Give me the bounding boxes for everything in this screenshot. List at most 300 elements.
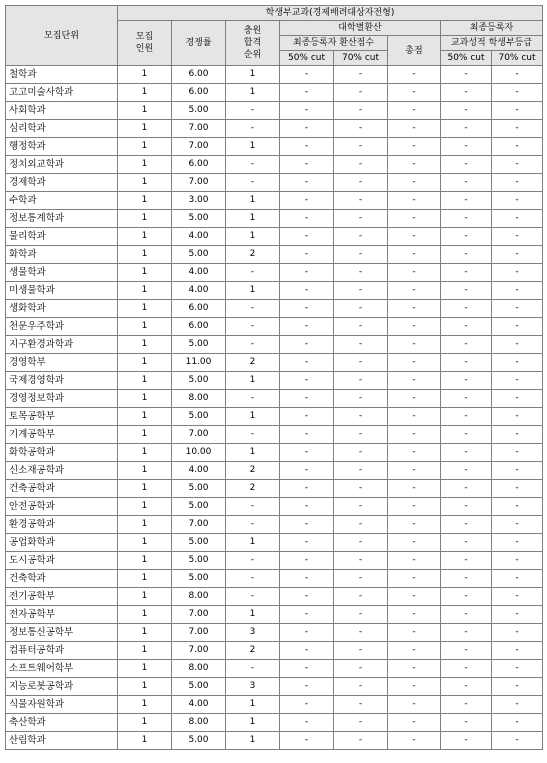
table-row <box>6 480 543 498</box>
cell-grade-cut50: - <box>441 678 492 696</box>
header-cut50-grade: 50% cut <box>441 51 492 66</box>
cell-department: 심리학과 <box>6 120 118 138</box>
cell-rank: 1 <box>226 534 280 552</box>
table-row <box>6 228 543 246</box>
cell-total: - <box>388 606 441 624</box>
cell-total: - <box>388 570 441 588</box>
cell-capacity: 1 <box>118 120 172 138</box>
cell-grade-cut50: - <box>441 624 492 642</box>
cell-grade-cut50: - <box>441 480 492 498</box>
cell-conv-cut70: - <box>334 660 388 678</box>
cell-conv-cut70: - <box>334 714 388 732</box>
cell-conv-cut70: - <box>334 696 388 714</box>
cell-grade-cut70: - <box>492 426 543 444</box>
cell-rank: 1 <box>226 210 280 228</box>
cell-total: - <box>388 498 441 516</box>
cell-competition: 7.00 <box>172 606 226 624</box>
cell-conv-cut70: - <box>334 174 388 192</box>
cell-grade-cut50: - <box>441 588 492 606</box>
cell-grade-cut50: - <box>441 516 492 534</box>
cell-conv-cut70: - <box>334 516 388 534</box>
cell-total: - <box>388 264 441 282</box>
cell-capacity: 1 <box>118 696 172 714</box>
cell-conv-cut70: - <box>334 570 388 588</box>
cell-total: - <box>388 696 441 714</box>
cell-grade-cut70: - <box>492 534 543 552</box>
cell-competition: 6.00 <box>172 318 226 336</box>
cell-total: - <box>388 66 441 84</box>
cell-competition: 4.00 <box>172 228 226 246</box>
cell-total: - <box>388 588 441 606</box>
table-row <box>6 534 543 552</box>
table-row <box>6 336 543 354</box>
cell-conv-cut50: - <box>280 228 334 246</box>
cell-conv-cut50: - <box>280 120 334 138</box>
cell-conv-cut70: - <box>334 498 388 516</box>
cell-department: 정치외교학과 <box>6 156 118 174</box>
cell-department: 신소재공학과 <box>6 462 118 480</box>
cell-grade-cut70: - <box>492 138 543 156</box>
cell-grade-cut50: - <box>441 642 492 660</box>
cell-total: - <box>388 228 441 246</box>
cell-grade-cut50: - <box>441 318 492 336</box>
cell-rank: 2 <box>226 642 280 660</box>
cell-rank: 1 <box>226 228 280 246</box>
cell-conv-cut70: - <box>334 462 388 480</box>
cell-conv-cut50: - <box>280 138 334 156</box>
table-row <box>6 642 543 660</box>
cell-grade-cut50: - <box>441 264 492 282</box>
table-row <box>6 462 543 480</box>
cell-conv-cut70: - <box>334 264 388 282</box>
table-row <box>6 282 543 300</box>
cell-competition: 5.00 <box>172 246 226 264</box>
cell-total: - <box>388 426 441 444</box>
cell-conv-cut70: - <box>334 318 388 336</box>
cell-conv-cut50: - <box>280 264 334 282</box>
cell-grade-cut70: - <box>492 678 543 696</box>
cell-capacity: 1 <box>118 498 172 516</box>
cell-rank: - <box>226 174 280 192</box>
cell-grade-cut50: - <box>441 552 492 570</box>
cell-grade-cut70: - <box>492 354 543 372</box>
cell-department: 지구환경과학과 <box>6 336 118 354</box>
cell-total: - <box>388 372 441 390</box>
cell-department: 전자공학부 <box>6 606 118 624</box>
cell-grade-cut70: - <box>492 300 543 318</box>
cell-competition: 5.00 <box>172 534 226 552</box>
cell-rank: 1 <box>226 372 280 390</box>
cell-conv-cut70: - <box>334 480 388 498</box>
table-row <box>6 120 543 138</box>
cell-department: 물리학과 <box>6 228 118 246</box>
cell-rank: - <box>226 336 280 354</box>
cell-grade-cut50: - <box>441 408 492 426</box>
cell-grade-cut70: - <box>492 246 543 264</box>
cell-grade-cut50: - <box>441 534 492 552</box>
cell-conv-cut70: - <box>334 624 388 642</box>
cell-rank: 2 <box>226 246 280 264</box>
header-rank: 충원 합격 순위 <box>226 21 280 66</box>
cell-conv-cut70: - <box>334 120 388 138</box>
cell-grade-cut70: - <box>492 444 543 462</box>
cell-rank: - <box>226 318 280 336</box>
cell-capacity: 1 <box>118 660 172 678</box>
cell-competition: 8.00 <box>172 660 226 678</box>
cell-department: 지능로봇공학과 <box>6 678 118 696</box>
cell-capacity: 1 <box>118 318 172 336</box>
cell-grade-cut70: - <box>492 102 543 120</box>
cell-grade-cut70: - <box>492 408 543 426</box>
cell-total: - <box>388 516 441 534</box>
cell-department: 도시공학과 <box>6 552 118 570</box>
cell-competition: 5.00 <box>172 732 226 750</box>
cell-competition: 8.00 <box>172 588 226 606</box>
cell-department: 미생물학과 <box>6 282 118 300</box>
cell-rank: - <box>226 426 280 444</box>
cell-conv-cut50: - <box>280 408 334 426</box>
cell-competition: 8.00 <box>172 714 226 732</box>
cell-competition: 7.00 <box>172 138 226 156</box>
cell-grade-cut70: - <box>492 228 543 246</box>
cell-total: - <box>388 192 441 210</box>
cell-conv-cut70: - <box>334 534 388 552</box>
cell-grade-cut50: - <box>441 66 492 84</box>
cell-rank: 2 <box>226 462 280 480</box>
admission-results-table <box>5 5 543 750</box>
cell-department: 건축공학과 <box>6 480 118 498</box>
cell-conv-cut70: - <box>334 444 388 462</box>
table-row <box>6 102 543 120</box>
cell-total: - <box>388 714 441 732</box>
cell-grade-cut70: - <box>492 390 543 408</box>
cell-conv-cut50: - <box>280 660 334 678</box>
cell-grade-cut70: - <box>492 192 543 210</box>
header-cut70-conv: 70% cut <box>334 51 388 66</box>
cell-department: 안전공학과 <box>6 498 118 516</box>
cell-rank: 1 <box>226 696 280 714</box>
table-row <box>6 426 543 444</box>
header-final-registrant: 최종등록자 <box>441 21 543 36</box>
cell-capacity: 1 <box>118 444 172 462</box>
cell-rank: 2 <box>226 354 280 372</box>
cell-capacity: 1 <box>118 354 172 372</box>
cell-total: - <box>388 318 441 336</box>
cell-grade-cut70: - <box>492 372 543 390</box>
cell-grade-cut70: - <box>492 516 543 534</box>
cell-total: - <box>388 660 441 678</box>
cell-capacity: 1 <box>118 300 172 318</box>
cell-competition: 5.00 <box>172 480 226 498</box>
cell-grade-cut70: - <box>492 66 543 84</box>
cell-rank: - <box>226 102 280 120</box>
table-row <box>6 606 543 624</box>
cell-conv-cut50: - <box>280 732 334 750</box>
cell-grade-cut50: - <box>441 84 492 102</box>
cell-conv-cut50: - <box>280 246 334 264</box>
cell-rank: - <box>226 390 280 408</box>
cell-conv-cut70: - <box>334 732 388 750</box>
cell-department: 경제학과 <box>6 174 118 192</box>
cell-rank: - <box>226 570 280 588</box>
cell-competition: 5.00 <box>172 210 226 228</box>
header-grade-title: 교과성적 학생부등급 <box>441 36 543 51</box>
cell-department: 화학공학과 <box>6 444 118 462</box>
cell-capacity: 1 <box>118 228 172 246</box>
cell-conv-cut50: - <box>280 714 334 732</box>
cell-rank: - <box>226 552 280 570</box>
cell-conv-cut70: - <box>334 606 388 624</box>
cell-conv-cut70: - <box>334 228 388 246</box>
cell-grade-cut70: - <box>492 84 543 102</box>
cell-department: 산림학과 <box>6 732 118 750</box>
cell-conv-cut70: - <box>334 210 388 228</box>
cell-competition: 5.00 <box>172 372 226 390</box>
cell-total: - <box>388 354 441 372</box>
cell-rank: - <box>226 264 280 282</box>
cell-capacity: 1 <box>118 732 172 750</box>
cell-rank: 1 <box>226 714 280 732</box>
cell-competition: 7.00 <box>172 624 226 642</box>
cell-conv-cut50: - <box>280 192 334 210</box>
cell-conv-cut50: - <box>280 102 334 120</box>
cell-total: - <box>388 246 441 264</box>
cell-grade-cut70: - <box>492 696 543 714</box>
cell-department: 생물학과 <box>6 264 118 282</box>
cell-conv-cut50: - <box>280 534 334 552</box>
table-row <box>6 660 543 678</box>
cell-total: - <box>388 480 441 498</box>
cell-department: 천문우주학과 <box>6 318 118 336</box>
cell-conv-cut50: - <box>280 642 334 660</box>
cell-grade-cut50: - <box>441 372 492 390</box>
cell-capacity: 1 <box>118 102 172 120</box>
cell-conv-cut70: - <box>334 138 388 156</box>
cell-competition: 6.00 <box>172 66 226 84</box>
cell-total: - <box>388 732 441 750</box>
table-row <box>6 732 543 750</box>
cell-capacity: 1 <box>118 570 172 588</box>
table-header <box>6 6 543 66</box>
cell-grade-cut70: - <box>492 156 543 174</box>
cell-competition: 4.00 <box>172 282 226 300</box>
cell-competition: 5.00 <box>172 336 226 354</box>
cell-capacity: 1 <box>118 66 172 84</box>
cell-rank: 1 <box>226 84 280 102</box>
cell-capacity: 1 <box>118 264 172 282</box>
cell-grade-cut50: - <box>441 120 492 138</box>
table-row <box>6 678 543 696</box>
cell-total: - <box>388 174 441 192</box>
cell-grade-cut70: - <box>492 606 543 624</box>
cell-grade-cut50: - <box>441 210 492 228</box>
cell-capacity: 1 <box>118 138 172 156</box>
cell-conv-cut50: - <box>280 552 334 570</box>
cell-grade-cut50: - <box>441 570 492 588</box>
cell-conv-cut50: - <box>280 426 334 444</box>
cell-grade-cut50: - <box>441 660 492 678</box>
cell-department: 사회학과 <box>6 102 118 120</box>
cell-department: 정보통신공학부 <box>6 624 118 642</box>
cell-grade-cut70: - <box>492 552 543 570</box>
cell-rank: 1 <box>226 282 280 300</box>
cell-rank: 1 <box>226 138 280 156</box>
cell-grade-cut70: - <box>492 264 543 282</box>
cell-conv-cut70: - <box>334 372 388 390</box>
cell-department: 경영정보학과 <box>6 390 118 408</box>
cell-total: - <box>388 534 441 552</box>
cell-grade-cut50: - <box>441 336 492 354</box>
cell-rank: 1 <box>226 408 280 426</box>
header-competition: 경쟁률 <box>172 21 226 66</box>
table-row <box>6 84 543 102</box>
cell-total: - <box>388 102 441 120</box>
cell-rank: 2 <box>226 480 280 498</box>
cell-capacity: 1 <box>118 174 172 192</box>
cell-department: 수학과 <box>6 192 118 210</box>
cell-conv-cut50: - <box>280 588 334 606</box>
cell-capacity: 1 <box>118 372 172 390</box>
table-row <box>6 210 543 228</box>
cell-rank: 1 <box>226 66 280 84</box>
cell-conv-cut50: - <box>280 462 334 480</box>
table-row <box>6 372 543 390</box>
cell-conv-cut70: - <box>334 156 388 174</box>
cell-rank: - <box>226 516 280 534</box>
cell-conv-cut70: - <box>334 336 388 354</box>
cell-department: 철학과 <box>6 66 118 84</box>
cell-conv-cut50: - <box>280 606 334 624</box>
cell-capacity: 1 <box>118 624 172 642</box>
cell-conv-cut50: - <box>280 516 334 534</box>
cell-grade-cut50: - <box>441 390 492 408</box>
cell-grade-cut70: - <box>492 480 543 498</box>
cell-department: 소프트웨어학부 <box>6 660 118 678</box>
cell-grade-cut50: - <box>441 426 492 444</box>
cell-conv-cut50: - <box>280 354 334 372</box>
cell-grade-cut70: - <box>492 462 543 480</box>
cell-capacity: 1 <box>118 534 172 552</box>
cell-department: 토목공학부 <box>6 408 118 426</box>
cell-grade-cut70: - <box>492 318 543 336</box>
cell-total: - <box>388 120 441 138</box>
cell-department: 생화학과 <box>6 300 118 318</box>
cell-competition: 11.00 <box>172 354 226 372</box>
cell-grade-cut50: - <box>441 300 492 318</box>
cell-grade-cut70: - <box>492 570 543 588</box>
cell-capacity: 1 <box>118 642 172 660</box>
cell-total: - <box>388 624 441 642</box>
cell-rank: 1 <box>226 606 280 624</box>
cell-grade-cut50: - <box>441 174 492 192</box>
cell-grade-cut50: - <box>441 462 492 480</box>
cell-department: 건축학과 <box>6 570 118 588</box>
cell-conv-cut50: - <box>280 498 334 516</box>
cell-total: - <box>388 138 441 156</box>
cell-grade-cut70: - <box>492 624 543 642</box>
cell-capacity: 1 <box>118 282 172 300</box>
cell-conv-cut70: - <box>334 552 388 570</box>
cell-capacity: 1 <box>118 336 172 354</box>
cell-conv-cut70: - <box>334 642 388 660</box>
cell-capacity: 1 <box>118 552 172 570</box>
cell-total: - <box>388 408 441 426</box>
cell-conv-cut50: - <box>280 300 334 318</box>
cell-grade-cut70: - <box>492 498 543 516</box>
cell-conv-cut70: - <box>334 282 388 300</box>
header-unit: 모집단위 <box>6 6 118 66</box>
cell-grade-cut70: - <box>492 642 543 660</box>
cell-total: - <box>388 552 441 570</box>
cell-grade-cut70: - <box>492 174 543 192</box>
cell-conv-cut70: - <box>334 84 388 102</box>
cell-competition: 6.00 <box>172 300 226 318</box>
cell-department: 국제경영학과 <box>6 372 118 390</box>
table-row <box>6 624 543 642</box>
cell-conv-cut50: - <box>280 210 334 228</box>
cell-department: 고고미술사학과 <box>6 84 118 102</box>
cell-grade-cut50: - <box>441 444 492 462</box>
cell-capacity: 1 <box>118 84 172 102</box>
cell-conv-cut50: - <box>280 318 334 336</box>
cell-grade-cut50: - <box>441 732 492 750</box>
table-row <box>6 444 543 462</box>
cell-grade-cut70: - <box>492 336 543 354</box>
cell-capacity: 1 <box>118 246 172 264</box>
cell-conv-cut70: - <box>334 426 388 444</box>
cell-conv-cut50: - <box>280 570 334 588</box>
cell-total: - <box>388 390 441 408</box>
table-row <box>6 696 543 714</box>
cell-total: - <box>388 282 441 300</box>
cell-conv-cut70: - <box>334 588 388 606</box>
cell-grade-cut50: - <box>441 714 492 732</box>
header-capacity: 모집 인원 <box>118 21 172 66</box>
cell-capacity: 1 <box>118 588 172 606</box>
table-row <box>6 516 543 534</box>
cell-competition: 7.00 <box>172 174 226 192</box>
cell-grade-cut50: - <box>441 192 492 210</box>
cell-conv-cut50: - <box>280 66 334 84</box>
cell-competition: 5.00 <box>172 552 226 570</box>
cell-conv-cut50: - <box>280 696 334 714</box>
table-row <box>6 66 543 84</box>
cell-conv-cut70: - <box>334 102 388 120</box>
header-total: 총점 <box>388 36 441 66</box>
cell-grade-cut70: - <box>492 120 543 138</box>
header-univ-conversion: 대학별환산 <box>280 21 441 36</box>
cell-grade-cut50: - <box>441 282 492 300</box>
cell-competition: 3.00 <box>172 192 226 210</box>
cell-capacity: 1 <box>118 390 172 408</box>
cell-competition: 7.00 <box>172 516 226 534</box>
table-row <box>6 498 543 516</box>
cell-conv-cut50: - <box>280 390 334 408</box>
cell-department: 컴퓨터공학과 <box>6 642 118 660</box>
cell-department: 화학과 <box>6 246 118 264</box>
cell-department: 기계공학부 <box>6 426 118 444</box>
cell-rank: 3 <box>226 624 280 642</box>
cell-total: - <box>388 462 441 480</box>
cell-rank: 3 <box>226 678 280 696</box>
table-row <box>6 174 543 192</box>
table-body <box>6 66 543 750</box>
cell-capacity: 1 <box>118 192 172 210</box>
cell-total: - <box>388 210 441 228</box>
cell-grade-cut50: - <box>441 102 492 120</box>
cell-total: - <box>388 444 441 462</box>
cell-rank: 1 <box>226 732 280 750</box>
